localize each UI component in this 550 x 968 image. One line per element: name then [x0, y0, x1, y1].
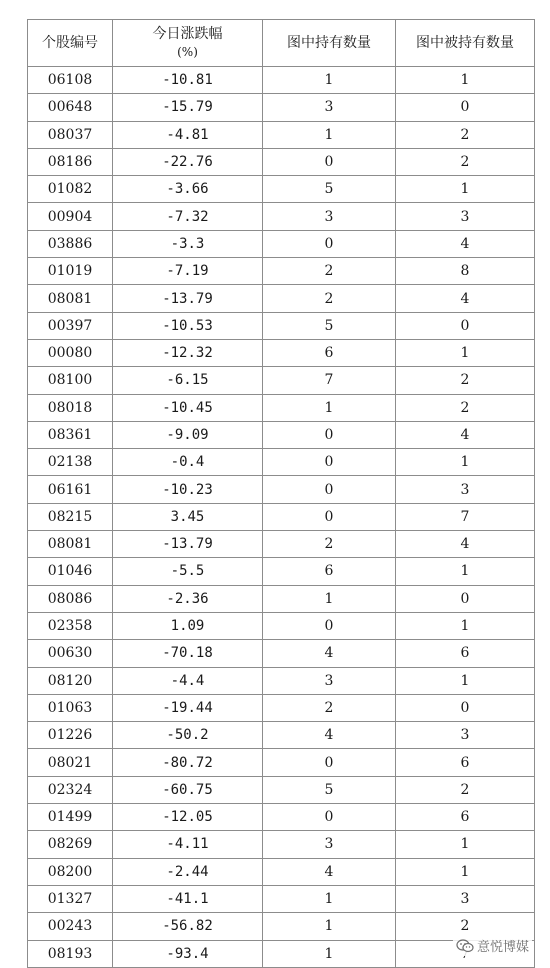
cell-daily-change: -4.11: [113, 831, 263, 858]
cell-held-by-count: 0: [396, 694, 535, 721]
cell-held-by-count: 2: [396, 913, 535, 940]
cell-held-by-count: 2: [396, 367, 535, 394]
cell-held-by-count: 6: [396, 804, 535, 831]
cell-stock-code: 08361: [28, 421, 113, 448]
stock-holdings-table: [27, 19, 535, 968]
header-daily-change: [113, 20, 263, 67]
table-row: [28, 176, 535, 203]
cell-holding-count: 0: [263, 612, 396, 639]
table-row: [28, 94, 535, 121]
table-row: [28, 394, 535, 421]
cell-stock-code: 08081: [28, 531, 113, 558]
cell-stock-code: 02358: [28, 612, 113, 639]
cell-daily-change: -13.79: [113, 531, 263, 558]
cell-holding-count: 3: [263, 203, 396, 230]
table-row: [28, 421, 535, 448]
cell-holding-count: 2: [263, 531, 396, 558]
table-body: [28, 67, 535, 968]
table-row: [28, 667, 535, 694]
wechat-icon: [456, 939, 474, 953]
table-header-row: [28, 20, 535, 67]
cell-held-by-count: 0: [396, 585, 535, 612]
cell-daily-change: 3.45: [113, 503, 263, 530]
table-row: [28, 585, 535, 612]
cell-held-by-count: 6: [396, 749, 535, 776]
cell-daily-change: -12.05: [113, 804, 263, 831]
cell-held-by-count: 3: [396, 722, 535, 749]
header-held-by-count: 图中被持有数量: [396, 20, 535, 67]
header-daily-change-unit: (%): [177, 45, 198, 59]
cell-daily-change: -22.76: [113, 148, 263, 175]
cell-stock-code: 08193: [28, 940, 113, 967]
cell-holding-count: 1: [263, 913, 396, 940]
cell-stock-code: 08086: [28, 585, 113, 612]
cell-daily-change: -3.66: [113, 176, 263, 203]
cell-stock-code: 01327: [28, 885, 113, 912]
cell-daily-change: -7.32: [113, 203, 263, 230]
cell-holding-count: 0: [263, 476, 396, 503]
cell-held-by-count: 4: [396, 285, 535, 312]
cell-daily-change: -12.32: [113, 339, 263, 366]
cell-holding-count: 1: [263, 121, 396, 148]
cell-daily-change: -13.79: [113, 285, 263, 312]
cell-stock-code: 08100: [28, 367, 113, 394]
cell-holding-count: 0: [263, 421, 396, 448]
cell-held-by-count: 7: [396, 503, 535, 530]
table-row: [28, 121, 535, 148]
cell-held-by-count: 2: [396, 776, 535, 803]
cell-holding-count: 4: [263, 640, 396, 667]
cell-daily-change: -2.44: [113, 858, 263, 885]
cell-daily-change: -4.81: [113, 121, 263, 148]
cell-daily-change: -19.44: [113, 694, 263, 721]
table-row: [28, 339, 535, 366]
cell-holding-count: 1: [263, 940, 396, 967]
cell-held-by-count: 1: [396, 176, 535, 203]
cell-holding-count: 2: [263, 694, 396, 721]
cell-daily-change: -4.4: [113, 667, 263, 694]
cell-stock-code: 08081: [28, 285, 113, 312]
table-row: [28, 885, 535, 912]
cell-held-by-count: 1: [396, 67, 535, 94]
cell-stock-code: 00243: [28, 913, 113, 940]
cell-daily-change: -10.23: [113, 476, 263, 503]
cell-held-by-count: 6: [396, 640, 535, 667]
cell-holding-count: 0: [263, 503, 396, 530]
table-row: [28, 640, 535, 667]
cell-held-by-count: 1: [396, 339, 535, 366]
cell-holding-count: 3: [263, 831, 396, 858]
cell-holding-count: 0: [263, 804, 396, 831]
table-row: [28, 203, 535, 230]
cell-held-by-count: 3: [396, 885, 535, 912]
cell-daily-change: -7.19: [113, 258, 263, 285]
cell-held-by-count: 2: [396, 121, 535, 148]
cell-holding-count: 1: [263, 394, 396, 421]
table-row: [28, 148, 535, 175]
cell-daily-change: -2.36: [113, 585, 263, 612]
cell-holding-count: 5: [263, 312, 396, 339]
table-row: [28, 776, 535, 803]
cell-stock-code: 06161: [28, 476, 113, 503]
table-row: [28, 449, 535, 476]
cell-held-by-count: 4: [396, 531, 535, 558]
cell-daily-change: -50.2: [113, 722, 263, 749]
cell-held-by-count: 4: [396, 230, 535, 257]
cell-daily-change: -10.45: [113, 394, 263, 421]
cell-stock-code: 01019: [28, 258, 113, 285]
cell-daily-change: -15.79: [113, 94, 263, 121]
cell-holding-count: 3: [263, 667, 396, 694]
table-row: [28, 749, 535, 776]
cell-holding-count: 5: [263, 776, 396, 803]
cell-holding-count: 6: [263, 339, 396, 366]
cell-stock-code: 00630: [28, 640, 113, 667]
table-row: [28, 367, 535, 394]
cell-held-by-count: 0: [396, 94, 535, 121]
cell-held-by-count: 2: [396, 394, 535, 421]
header-daily-change-label: 今日涨跌幅: [152, 26, 223, 42]
table-row: [28, 531, 535, 558]
cell-holding-count: 1: [263, 585, 396, 612]
cell-stock-code: 00397: [28, 312, 113, 339]
table-row: [28, 722, 535, 749]
cell-stock-code: 01499: [28, 804, 113, 831]
cell-held-by-count: 1: [396, 858, 535, 885]
cell-stock-code: 01082: [28, 176, 113, 203]
cell-holding-count: 1: [263, 67, 396, 94]
watermark: [453, 935, 532, 956]
cell-daily-change: -60.75: [113, 776, 263, 803]
cell-held-by-count: 0: [396, 312, 535, 339]
cell-daily-change: -41.1: [113, 885, 263, 912]
table-row: [28, 312, 535, 339]
header-stock-code: 个股编号: [28, 20, 113, 67]
cell-held-by-count: 1: [396, 449, 535, 476]
cell-stock-code: 08215: [28, 503, 113, 530]
table-row: [28, 831, 535, 858]
table-row: [28, 67, 535, 94]
header-holding-count: 图中持有数量: [263, 20, 396, 67]
cell-daily-change: -10.81: [113, 67, 263, 94]
cell-stock-code: 08120: [28, 667, 113, 694]
cell-daily-change: -80.72: [113, 749, 263, 776]
cell-holding-count: 0: [263, 148, 396, 175]
cell-holding-count: 2: [263, 285, 396, 312]
cell-stock-code: 00904: [28, 203, 113, 230]
cell-daily-change: -9.09: [113, 421, 263, 448]
table-row: [28, 558, 535, 585]
cell-stock-code: 01226: [28, 722, 113, 749]
cell-daily-change: -10.53: [113, 312, 263, 339]
cell-daily-change: -93.4: [113, 940, 263, 967]
cell-holding-count: 4: [263, 722, 396, 749]
cell-held-by-count: 1: [396, 612, 535, 639]
table-row: [28, 858, 535, 885]
cell-held-by-count: 1: [396, 558, 535, 585]
table-row: [28, 503, 535, 530]
cell-daily-change: -56.82: [113, 913, 263, 940]
watermark-text: 意悦博媒: [476, 940, 529, 955]
table-row: [28, 258, 535, 285]
cell-held-by-count: 1: [396, 667, 535, 694]
cell-holding-count: 1: [263, 885, 396, 912]
cell-holding-count: 3: [263, 94, 396, 121]
cell-stock-code: 06108: [28, 67, 113, 94]
cell-daily-change: -5.5: [113, 558, 263, 585]
cell-holding-count: 7: [263, 367, 396, 394]
table-row: [28, 476, 535, 503]
cell-daily-change: -0.4: [113, 449, 263, 476]
cell-holding-count: 6: [263, 558, 396, 585]
cell-stock-code: 08269: [28, 831, 113, 858]
cell-stock-code: 00080: [28, 339, 113, 366]
cell-stock-code: 08186: [28, 148, 113, 175]
cell-held-by-count: 4: [396, 421, 535, 448]
cell-holding-count: 0: [263, 449, 396, 476]
cell-stock-code: 08018: [28, 394, 113, 421]
cell-stock-code: 08021: [28, 749, 113, 776]
cell-stock-code: 02324: [28, 776, 113, 803]
cell-stock-code: 02138: [28, 449, 113, 476]
table-row: [28, 694, 535, 721]
cell-held-by-count: 3: [396, 476, 535, 503]
cell-holding-count: 0: [263, 230, 396, 257]
table-row: [28, 804, 535, 831]
cell-stock-code: 08200: [28, 858, 113, 885]
cell-holding-count: 0: [263, 749, 396, 776]
cell-held-by-count: 2: [396, 148, 535, 175]
cell-daily-change: -3.3: [113, 230, 263, 257]
cell-daily-change: 1.09: [113, 612, 263, 639]
cell-stock-code: 03886: [28, 230, 113, 257]
cell-holding-count: 5: [263, 176, 396, 203]
table-row: [28, 285, 535, 312]
cell-stock-code: 00648: [28, 94, 113, 121]
cell-held-by-count: 8: [396, 258, 535, 285]
cell-stock-code: 01063: [28, 694, 113, 721]
cell-stock-code: 01046: [28, 558, 113, 585]
cell-daily-change: -6.15: [113, 367, 263, 394]
cell-stock-code: 08037: [28, 121, 113, 148]
table-row: [28, 230, 535, 257]
cell-held-by-count: 1: [396, 831, 535, 858]
cell-holding-count: 4: [263, 858, 396, 885]
cell-daily-change: -70.18: [113, 640, 263, 667]
table-row: [28, 612, 535, 639]
cell-held-by-count: 3: [396, 203, 535, 230]
cell-holding-count: 2: [263, 258, 396, 285]
